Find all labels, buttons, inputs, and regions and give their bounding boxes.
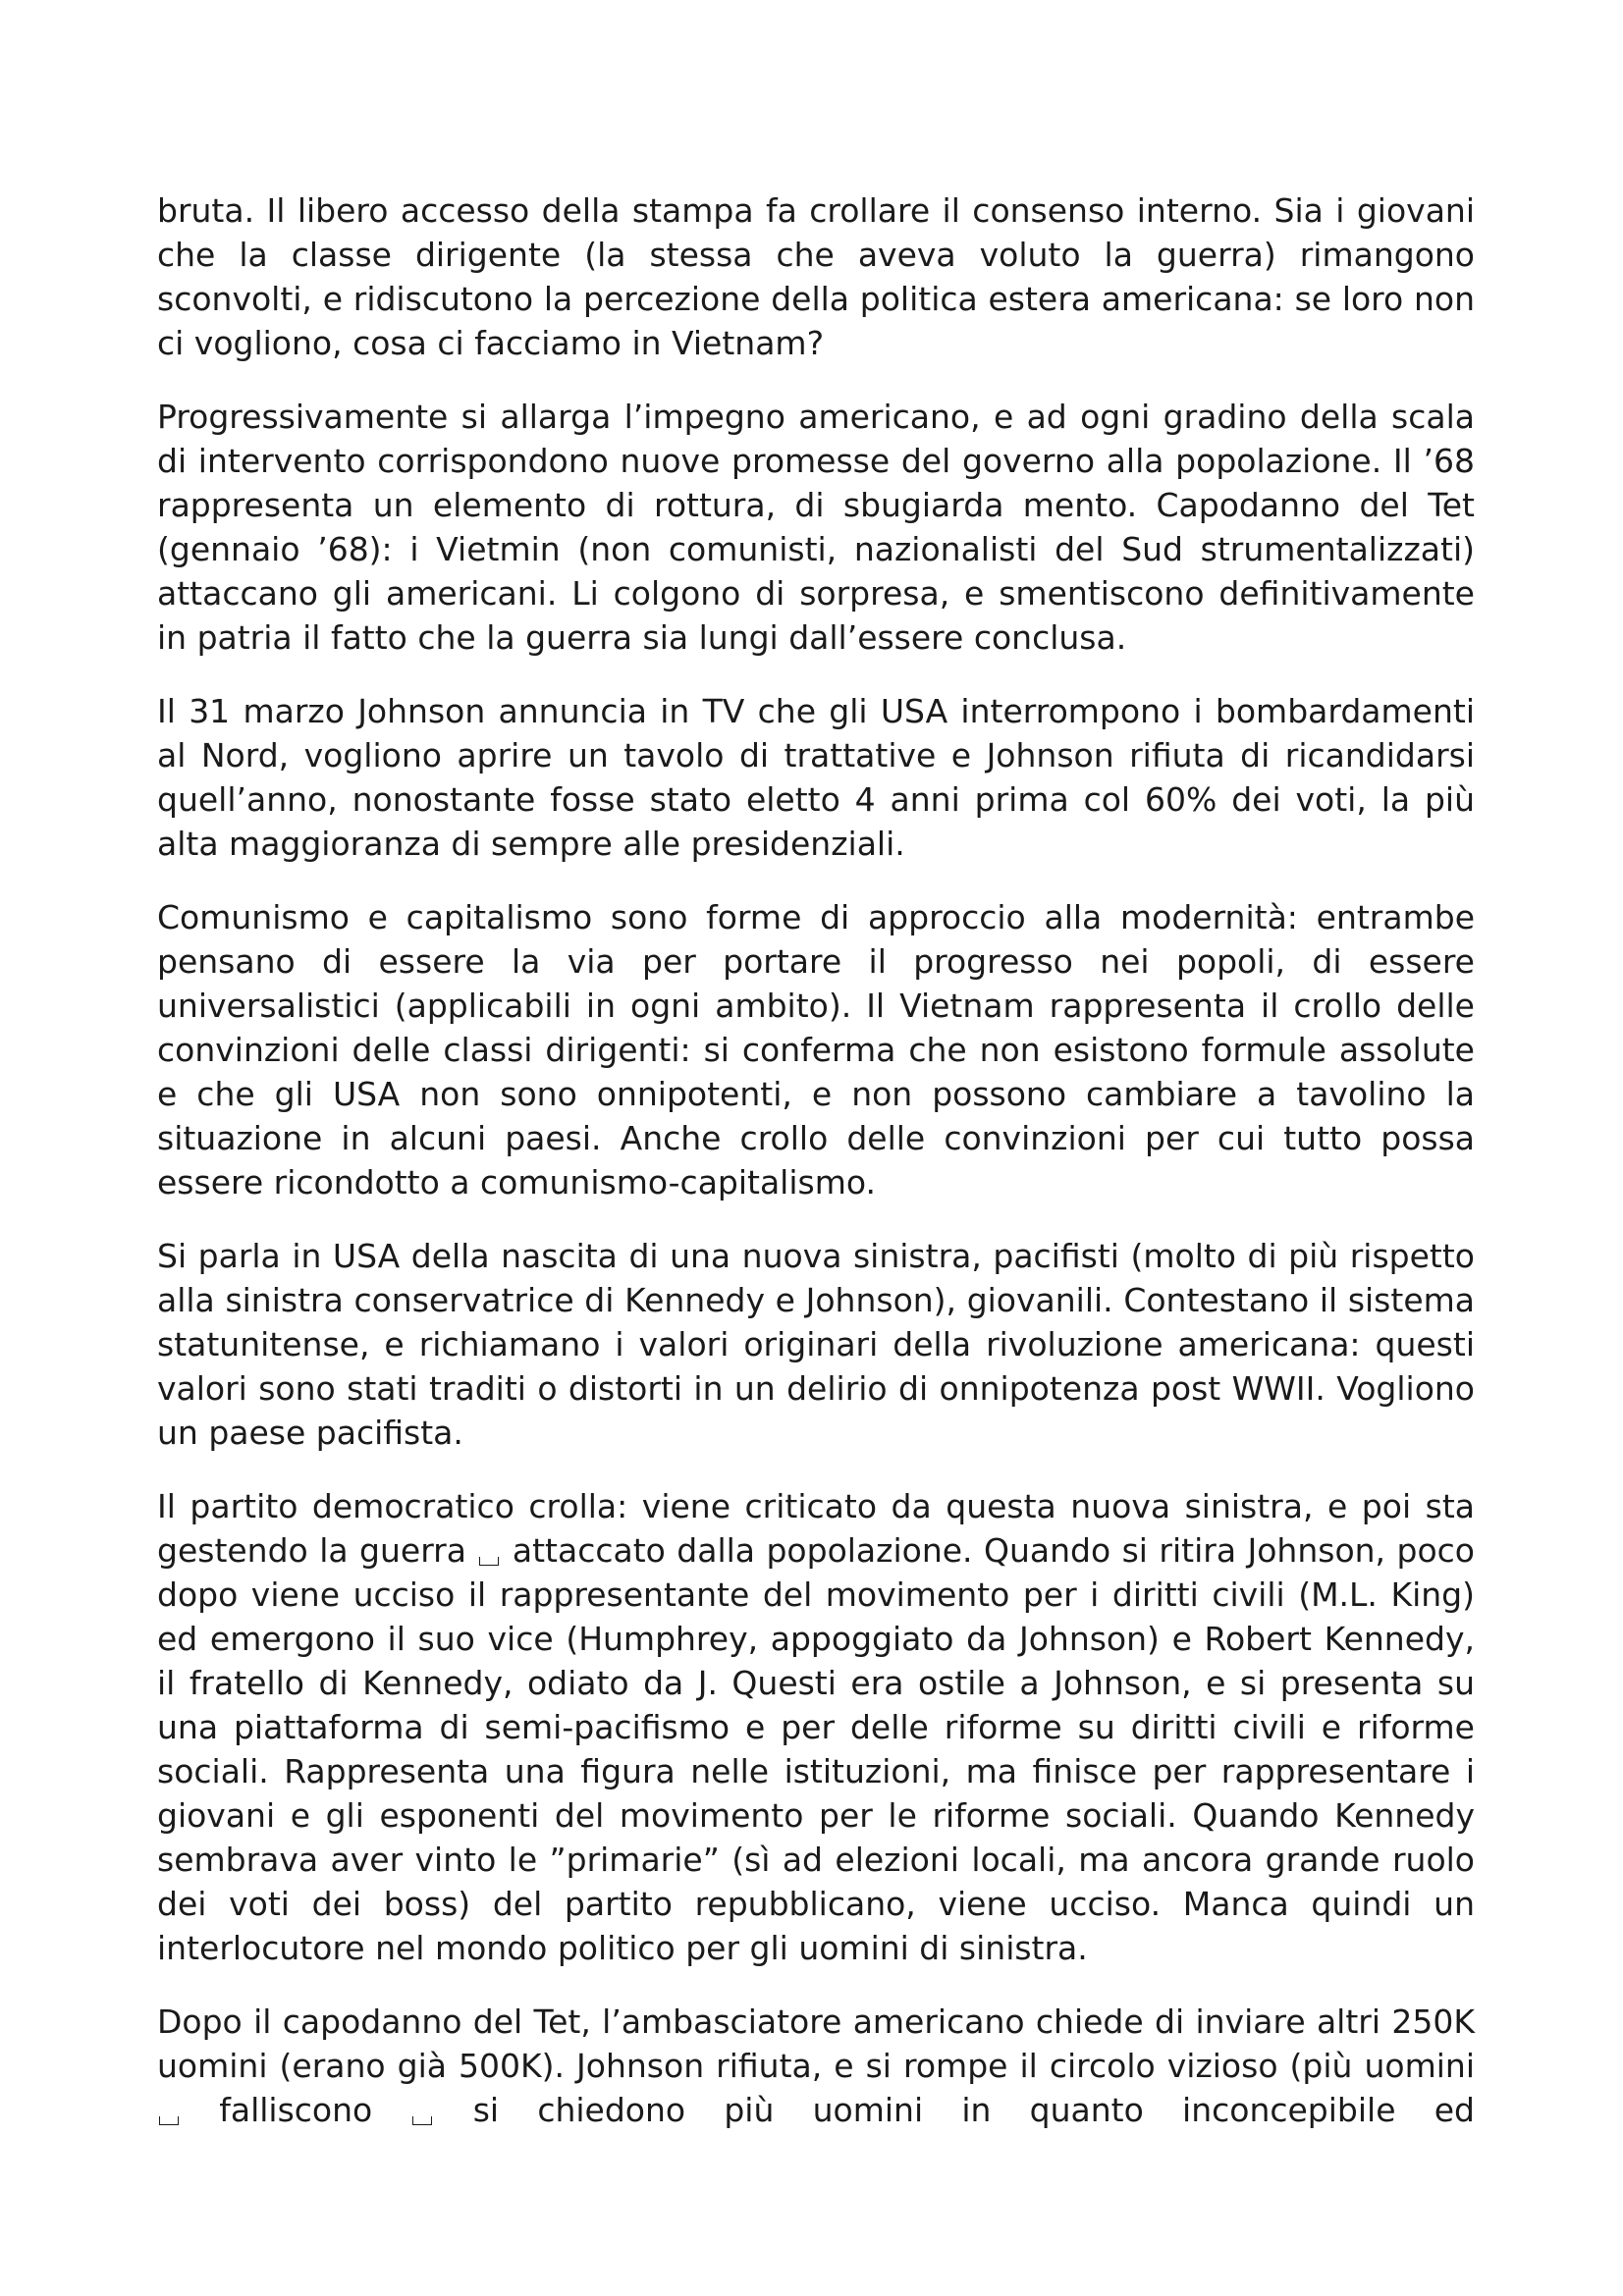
implies-arrow-icon: [412, 2116, 432, 2125]
paragraph-7: [157, 2000, 1475, 2132]
paragraph-7-part-1: Dopo il capodanno del Tet, l’ambasciatore americano chiede di inviare altri 250K uomini (erano già 500K). Johnson rifiuta, e si rompe il circolo vizioso (più uomini: [157, 2002, 1475, 2085]
paragraph-1: bruta. Il libero accesso della stampa fa crollare il consenso interno. Sia i giovani che la classe dirigente (la stessa che aveva voluto la guerra) rimangono sconvolti, e ridiscutono la percezione della politica estera americana: se loro non ci vogliono, cosa ci facciamo in Vietnam?: [157, 191, 1475, 362]
paragraph-3: Il 31 marzo Johnson annuncia in TV che gli USA interrompono i bombardamenti al Nord, vogliono aprire un tavolo di trattative e Johnson rifiuta di ricandidarsi quell’anno, nonostante fosse stato eletto 4 anni prima col 60% dei voti, la più alta maggioranza di sempre alle presidenziali.: [157, 692, 1475, 863]
implies-arrow-icon: [159, 2116, 179, 2125]
paragraph-7-part-2: falliscono: [219, 2091, 373, 2129]
paragraph-5: Si parla in USA della nascita di una nuova sinistra, pacifisti (molto di più rispetto alla sinistra conservatrice di Kennedy e Johnson), giovanili. Contestano il sistema statunitense, e richiamano i valori originari della rivoluzione americana: questi valori sono stati traditi o distorti in un delirio di onnipotenza post WWII. Vogliono un paese pacifista.: [157, 1237, 1475, 1452]
paragraph-4: Comunismo e capitalismo sono forme di approccio alla modernità: entrambe pensano di essere la via per portare il progresso nei popoli, di essere universalistici (applicabili in ogni ambito). Il Vietnam rappresenta il crollo delle convinzioni delle classi dirigenti: si conferma che non esistono formule assolute e che gli USA non sono onnipotenti, e non possono cambiare a tavolino la situazione in alcuni paesi. Anche crollo delle convinzioni per cui tutto possa essere ricondotto a comunismo-capitalismo.: [157, 898, 1475, 1201]
paragraph-6-part-1: Il partito democratico crolla: viene criticato da questa nuova sinistra, e poi sta gestendo la guerra: [157, 1487, 1475, 1570]
paragraph-6: [157, 1484, 1475, 1970]
paragraph-6-part-2: attaccato dalla popolazione. Quando si ritira Johnson, poco dopo viene ucciso il rappresentante del movimento per i diritti civili (M.L. King) ed emergono il suo vice (Humphrey, appoggiato da Johnson) e Robert Kennedy, il fratello di Kennedy, odiato da J. Questi era ostile a Johnson, e si presenta su una piattaforma di semi-pacifismo e per delle riforme su diritti civili e riforme sociali. Rappresenta una figura nelle istituzioni, ma finisce per rappresentare i giovani e gli esponenti del movimento per le riforme sociali. Quando Kennedy sembrava aver vinto le ”primarie” (sì ad elezioni locali, ma ancora grande ruolo dei voti dei boss) del partito repubblicano, viene ucciso. Manca quindi un interlocutore nel mondo politico per gli uomini di sinistra.: [157, 1531, 1475, 1967]
implies-arrow-icon: [479, 1557, 499, 1566]
paragraph-2: Progressivamente si allarga l’impegno americano, e ad ogni gradino della scala di intervento corrispondono nuove promesse del governo alla popolazione. Il ’68 rappresenta un elemento di rottura, di sbugiarda mento. Capodanno del Tet (gennaio ’68): i Vietmin (non comunisti, nazionalisti del Sud strumentalizzati) attaccano gli americani. Li colgono di sorpresa, e smentiscono definitivamente in patria il fatto che la guerra sia lungi dall’essere conclusa.: [157, 398, 1475, 657]
document-page: [157, 188, 1475, 2132]
paragraph-7-part-3: si chiedono più uomini in quanto inconcepibile ed: [472, 2091, 1476, 2129]
